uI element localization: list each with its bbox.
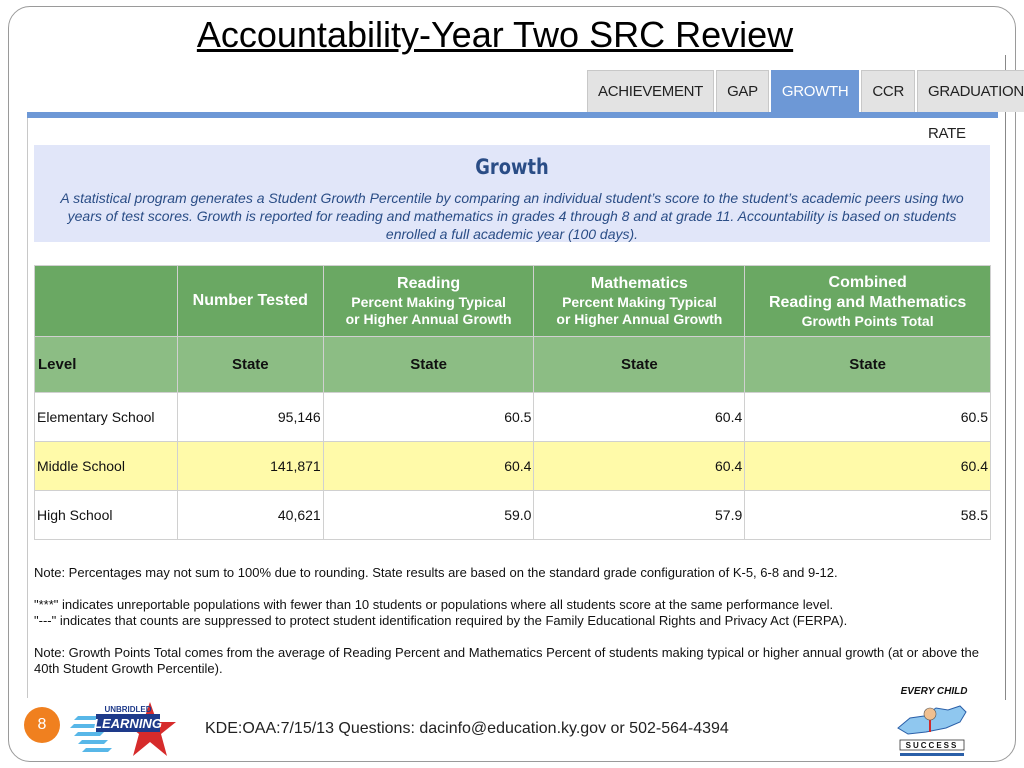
growth-info-panel <box>34 145 990 242</box>
header-blank-cell <box>35 266 178 337</box>
header-math-sub1: Percent Making Typical <box>562 294 717 310</box>
header-reading <box>323 266 534 337</box>
notes-section <box>34 565 994 677</box>
tab-graduation-rate[interactable]: GRADUATION RATE <box>917 70 1024 112</box>
row-reading: 60.4 <box>323 442 534 491</box>
header-math-title: Mathematics <box>590 275 688 292</box>
content-border <box>27 118 28 698</box>
row-combined: 58.5 <box>745 491 991 540</box>
logo-text-main: LEARNING <box>94 716 162 731</box>
divider <box>1005 55 1006 700</box>
logo-every-child-text: EVERY CHILD <box>900 686 968 697</box>
row-level: Elementary School <box>35 393 178 442</box>
row-math: 60.4 <box>534 393 745 442</box>
table-row <box>35 393 991 442</box>
level-state-2: State <box>323 337 534 393</box>
table-row <box>35 491 991 540</box>
growth-heading: Growth <box>475 155 549 179</box>
tab-bar <box>587 70 1024 142</box>
page-number-badge: 8 <box>24 707 60 743</box>
row-number-tested: 141,871 <box>177 442 323 491</box>
header-combined <box>745 266 991 337</box>
row-combined: 60.5 <box>745 393 991 442</box>
every-child-logo <box>890 682 970 760</box>
header-mathematics <box>534 266 745 337</box>
growth-description: A statistical program generates a Student Growth Percentile by comparing an individual student’s score to the student’s academic peers using two years of test scores. Growth is reported for reading and mathematics in grades 4 through 8 and at grade 11. Accountability is based on students enrolled a full academic year (100 days). <box>60 190 964 242</box>
header-reading-sub2: or Higher Annual Growth <box>345 311 512 327</box>
table-header-row <box>35 266 991 337</box>
row-reading: 60.5 <box>323 393 534 442</box>
row-number-tested: 40,621 <box>177 491 323 540</box>
level-label: Level <box>35 337 178 393</box>
note-unreportable: "***" indicates unreportable populations with fewer than 10 students or populations where all students score at the same performance level. <box>34 597 834 612</box>
row-number-tested: 95,146 <box>177 393 323 442</box>
header-combined-sub: Growth Points Total <box>801 312 934 329</box>
note-rounding: Note: Percentages may not sum to 100% due to rounding. State results are based on the standard grade configuration of K-5, 6-8 and 9-12. <box>34 565 838 580</box>
growth-table <box>34 265 991 540</box>
row-math: 60.4 <box>534 442 745 491</box>
table-row <box>35 442 991 491</box>
note-growth-points: Note: Growth Points Total comes from the average of Reading Percent and Mathematics Percent of students making typical or higher annual growth (at or above the 40th Student Growth Percentile). <box>34 645 979 676</box>
header-reading-title: Reading <box>397 275 461 292</box>
slide-title: Accountability-Year Two SRC Review <box>196 14 794 55</box>
table-level-row <box>35 337 991 393</box>
level-state-1: State <box>177 337 323 393</box>
tab-gap[interactable]: GAP <box>716 70 769 112</box>
row-combined: 60.4 <box>745 442 991 491</box>
unbridled-learning-logo <box>70 700 180 760</box>
row-reading: 59.0 <box>323 491 534 540</box>
tab-underline <box>27 112 998 118</box>
header-number-tested: Number Tested <box>177 266 323 337</box>
tab-achievement[interactable]: ACHIEVEMENT <box>587 70 714 112</box>
tab-ccr[interactable]: CCR <box>861 70 915 112</box>
tab-growth[interactable]: GROWTH <box>771 70 860 112</box>
header-reading-sub1: Percent Making Typical <box>351 294 506 310</box>
level-state-3: State <box>534 337 745 393</box>
logo-text-top: UNBRIDLED <box>104 705 152 714</box>
note-suppressed: "---" indicates that counts are suppressed to protect student identification required by the Family Educational Rights and Privacy Act (FERPA). <box>34 613 848 628</box>
row-level: Middle School <box>35 442 178 491</box>
level-state-4: State <box>745 337 991 393</box>
header-math-sub2: or Higher Annual Growth <box>556 311 723 327</box>
header-combined-title2: Reading and Mathematics <box>768 293 967 311</box>
row-math: 57.9 <box>534 491 745 540</box>
row-level: High School <box>35 491 178 540</box>
footer-contact: KDE:OAA:7/15/13 Questions: dacinfo@education.ky.gov or 502-564-4394 <box>205 720 729 737</box>
logo-success-text: SUCCESS <box>905 741 959 750</box>
header-combined-title1: Combined <box>828 273 907 291</box>
child-figure-icon <box>924 708 936 720</box>
